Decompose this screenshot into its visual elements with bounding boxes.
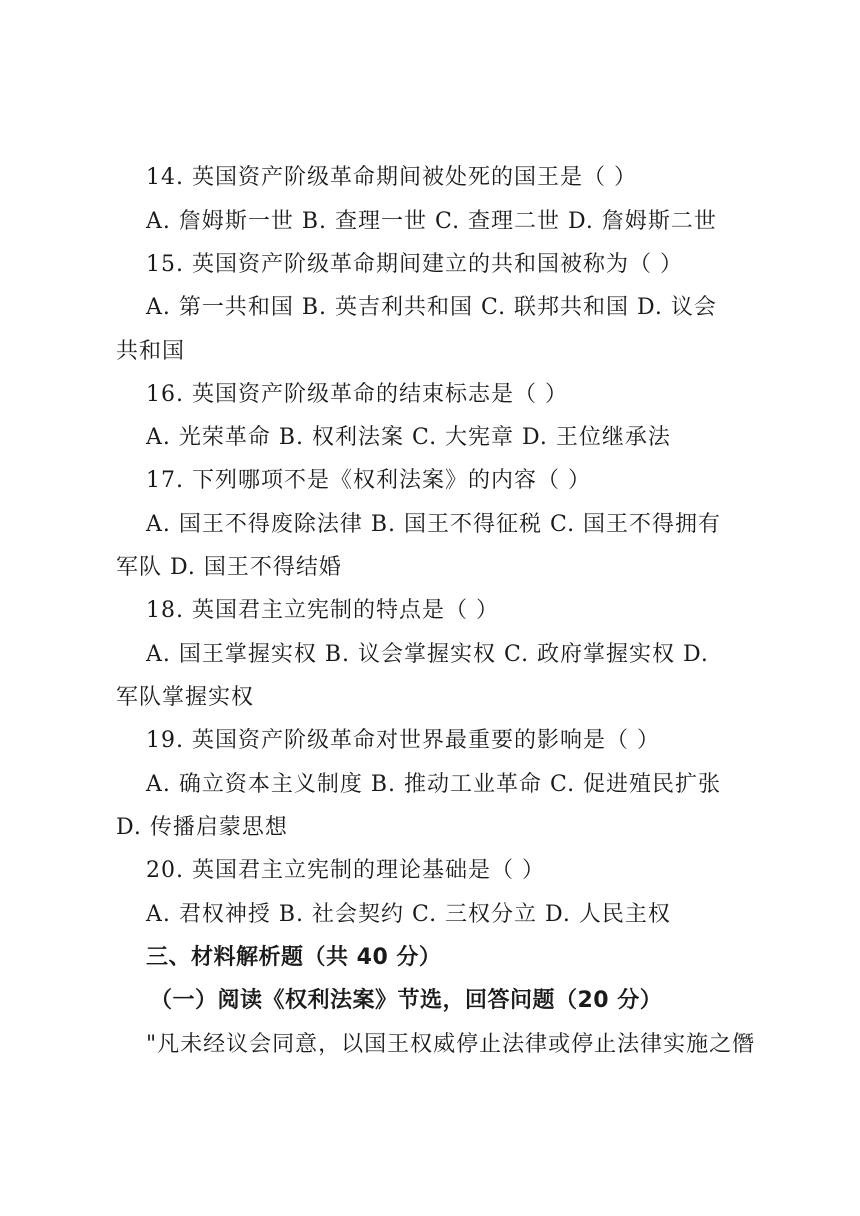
question-19-options: A. 确立资本主义制度 B. 推动工业革命 C. 促进殖民扩张 (146, 772, 722, 797)
question-19-options-cont: D. 传播启蒙思想 (116, 815, 288, 840)
question-15: 15. 英国资产阶级革命期间建立的共和国被称为（ ） (146, 252, 683, 277)
question-17-options: A. 国王不得废除法律 B. 国王不得征税 C. 国王不得拥有 (146, 512, 722, 537)
question-18-options: A. 国王掌握实权 B. 议会掌握实权 C. 政府掌握实权 D. (146, 642, 709, 667)
question-19: 19. 英国资产阶级革命对世界最重要的影响是（ ） (146, 728, 660, 753)
subsection-title: （一）阅读《权利法案》节选，回答问题（20 分） (150, 988, 663, 1013)
question-14: 14. 英国资产阶级革命期间被处死的国王是（ ） (146, 165, 637, 190)
question-20: 20. 英国君主立宪制的理论基础是（ ） (146, 858, 545, 883)
question-20-options: A. 君权神授 B. 社会契约 C. 三权分立 D. 人民主权 (146, 902, 671, 927)
question-17-options-cont: 军队 D. 国王不得结婚 (116, 555, 342, 580)
quote-text: "凡未经议会同意，以国王权威停止法律或停止法律实施之僭 (146, 1032, 756, 1057)
question-15-options: A. 第一共和国 B. 英吉利共和国 C. 联邦共和国 D. 议会 (146, 295, 717, 320)
question-18: 18. 英国君主立宪制的特点是（ ） (146, 598, 499, 623)
question-17: 17. 下列哪项不是《权利法案》的内容（ ） (146, 468, 591, 493)
question-18-options-cont: 军队掌握实权 (116, 685, 255, 710)
section-title: 三、材料解析题（共 40 分） (146, 945, 442, 970)
question-14-options: A. 詹姆斯一世 B. 查理一世 C. 查理二世 D. 詹姆斯二世 (146, 209, 717, 234)
question-16-options: A. 光荣革命 B. 权利法案 C. 大宪章 D. 王位继承法 (146, 425, 671, 450)
question-15-options-cont: 共和国 (116, 339, 186, 364)
question-16: 16. 英国资产阶级革命的结束标志是（ ） (146, 382, 568, 407)
